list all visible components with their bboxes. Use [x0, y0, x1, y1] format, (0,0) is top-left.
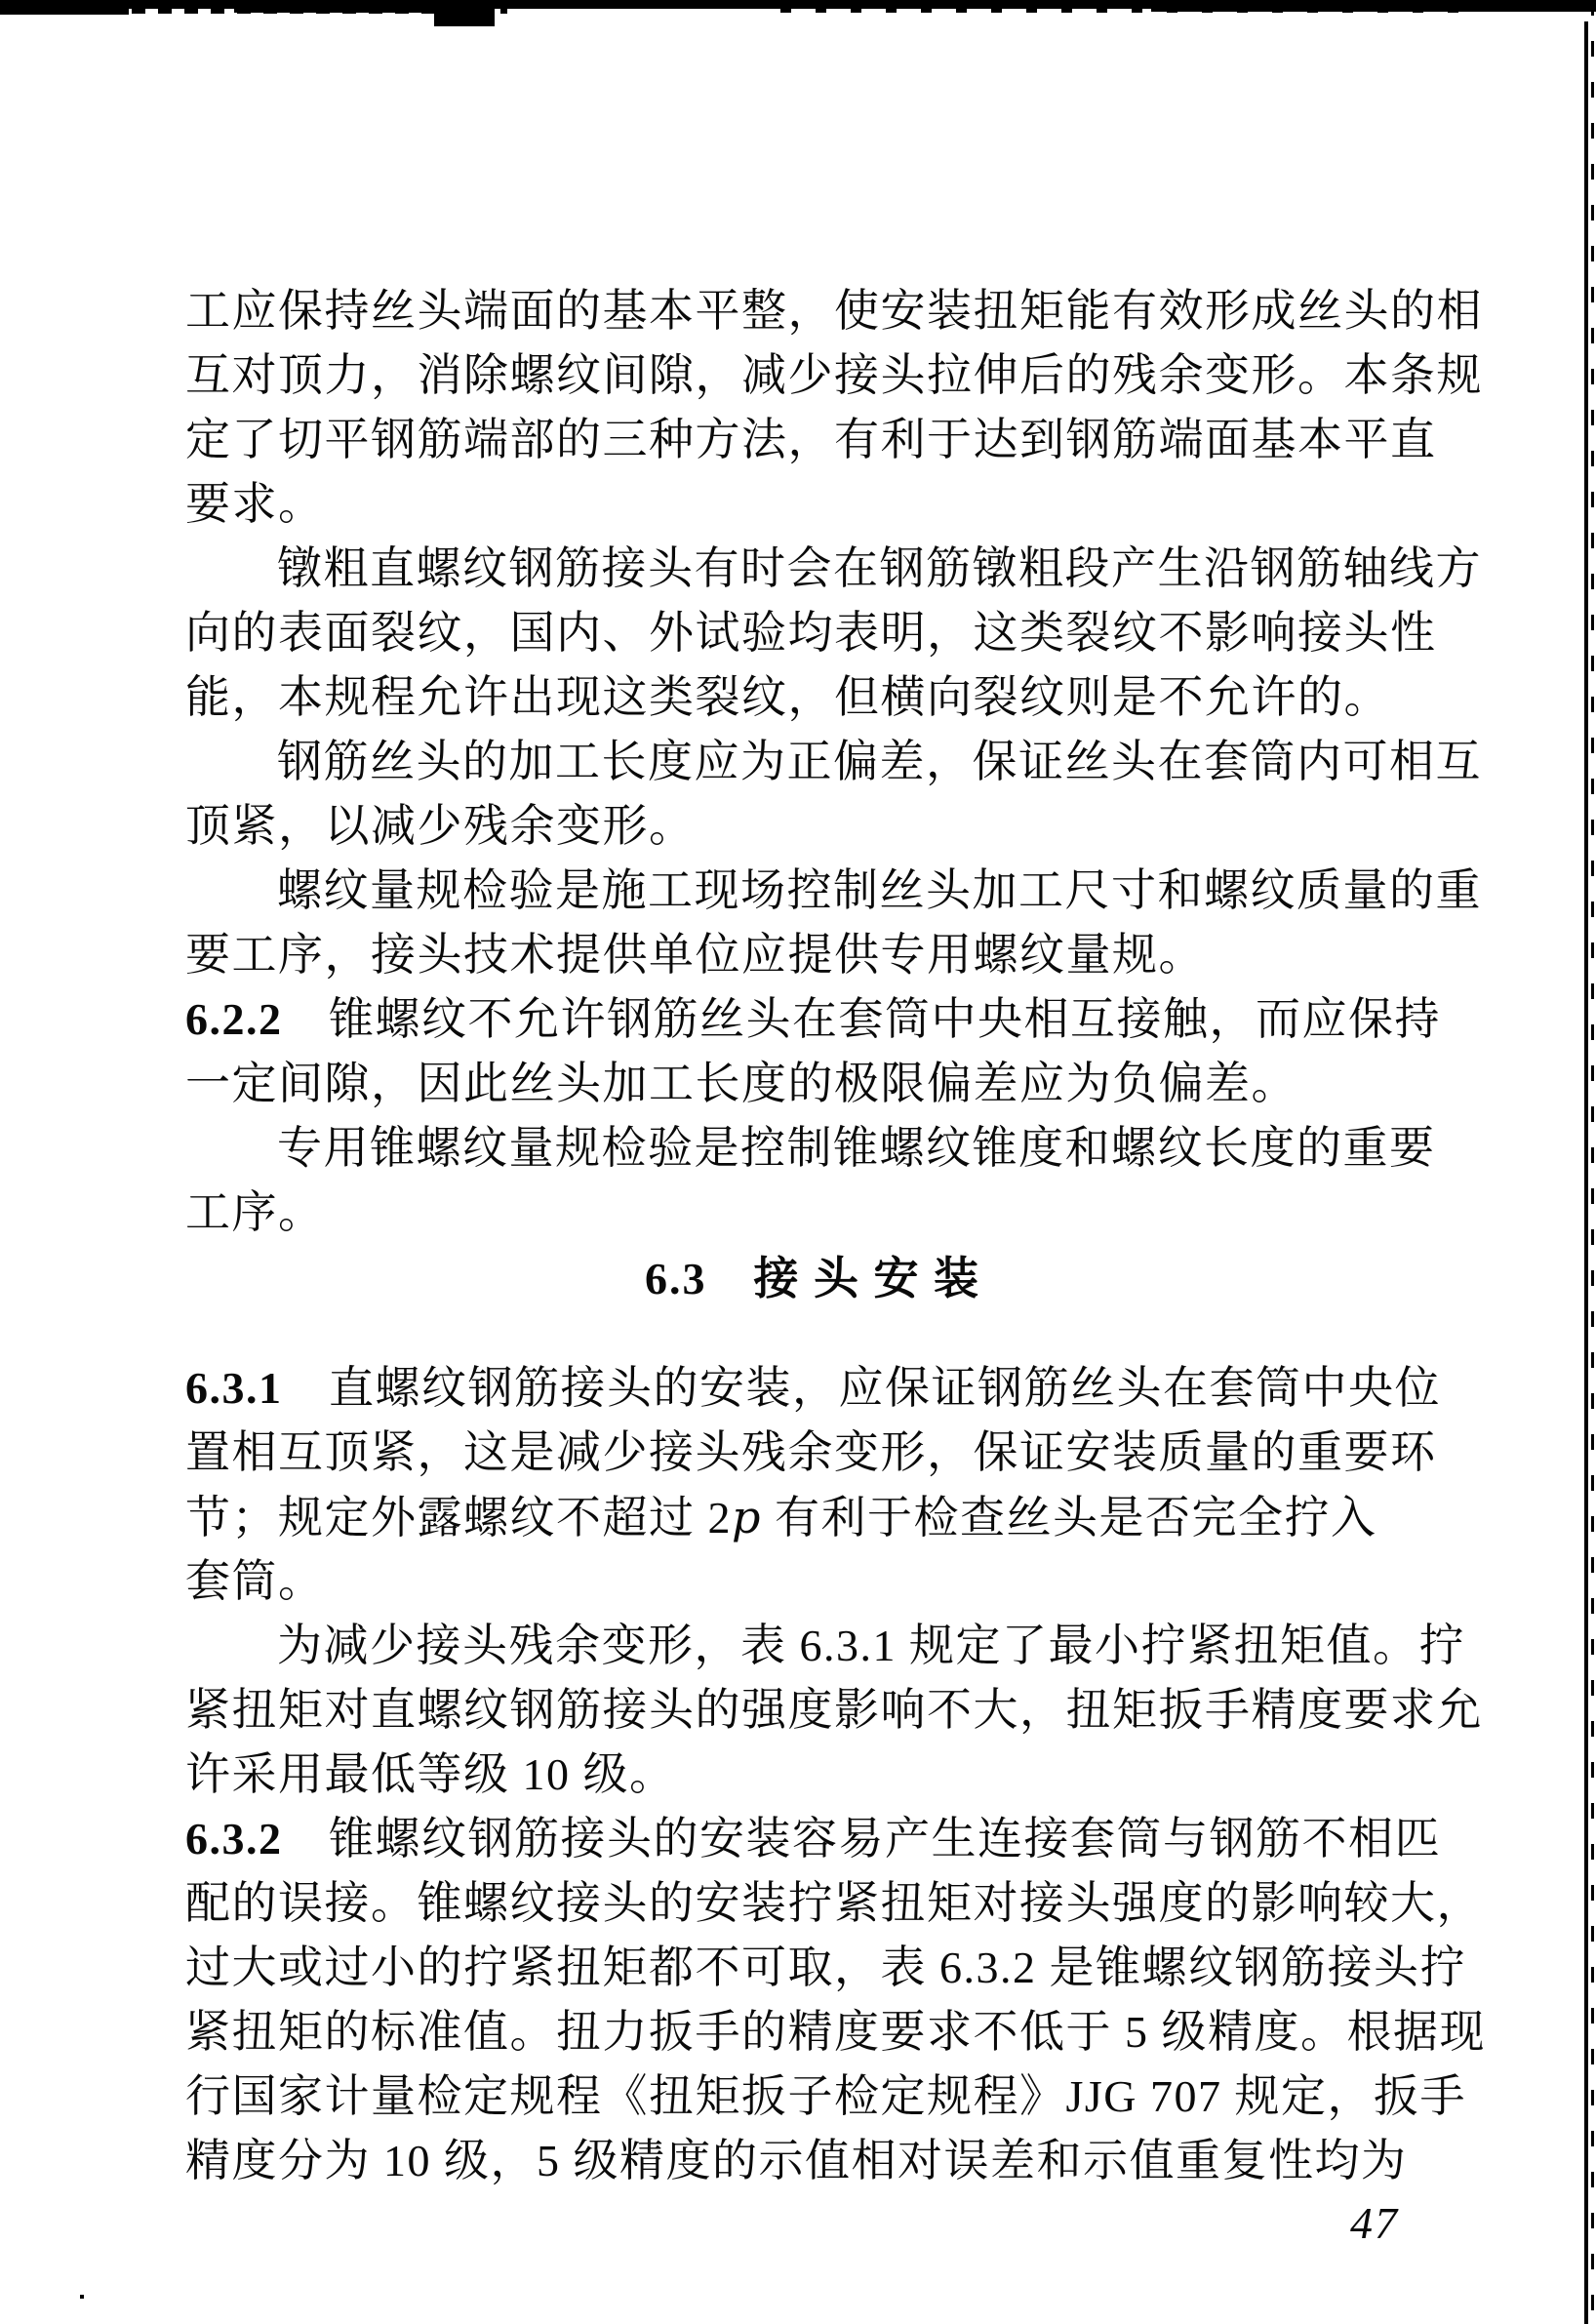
- text-line: [185, 1181, 1440, 1245]
- text-line: [185, 279, 1483, 343]
- text-segment: 顶紧，以减少残余变形。: [185, 801, 696, 851]
- text-segment: 钢筋丝头的加工长度应为正偏差，保证丝头在套筒内可相互: [277, 737, 1482, 786]
- text-segment: 工序。: [185, 1187, 325, 1237]
- text-segment: 螺纹量规检验是施工现场控制丝头加工尺寸和螺纹质量的重: [277, 865, 1482, 915]
- text-line: [185, 1936, 1466, 2000]
- text-line: [185, 601, 1440, 665]
- text-line: [185, 730, 1482, 794]
- text-line: [185, 472, 1440, 537]
- text-line: [185, 408, 1440, 472]
- body-text: [185, 279, 1486, 2193]
- text-segment: 要工序，接头技术提供单位应提供专用螺纹量规。: [185, 930, 1205, 980]
- text-segment: 精度分为 10 级，5 级精度的示值相对误差和示值重复性均为: [185, 2136, 1408, 2185]
- text-segment: 过大或过小的拧紧扭矩都不可取，表 6.3.2 是锥螺纹钢筋接头拧: [185, 1943, 1466, 1992]
- text-line: [185, 1614, 1465, 1678]
- text-line: [185, 343, 1483, 408]
- text-segment: 能，本规程允许出现这类裂纹，但横向裂纹则是不允许的。: [185, 672, 1390, 722]
- text-line: [185, 1052, 1440, 1116]
- text-segment: 直螺纹钢筋接头的安装，应保证钢筋丝头在套筒中央位: [282, 1363, 1441, 1413]
- scan-artifact-right-speckle: [1591, 0, 1594, 2324]
- text-line: [185, 2000, 1486, 2064]
- text-line: [185, 1485, 1440, 1549]
- text-line: [185, 1356, 1440, 1421]
- text-line: [185, 1678, 1483, 1743]
- bold-text-segment: 6.3.1: [185, 1363, 283, 1413]
- section-heading: [185, 1247, 1440, 1311]
- text-segment: 置相互顶紧，这是减少接头残余变形，保证安装质量的重要环: [185, 1427, 1437, 1477]
- text-segment: 许采用最低等级 10 级。: [185, 1749, 676, 1799]
- scan-artifact-dot: [80, 2295, 84, 2299]
- text-line: [185, 665, 1440, 730]
- page-number: 47: [1350, 2198, 1399, 2248]
- text-line: [185, 1116, 1440, 1181]
- text-segment: 向的表面裂纹，国内、外试验均表明，这类裂纹不影响接头性: [185, 608, 1437, 658]
- text-segment: 为减少接头残余变形，表 6.3.1 规定了最小拧紧扭矩值。拧: [277, 1621, 1465, 1670]
- text-line: [185, 2064, 1467, 2129]
- scan-artifact-right-edge: [1584, 21, 1588, 2324]
- text-line: [185, 794, 1440, 859]
- text-segment: 工应保持丝头端面的基本平整，使安装扭矩能有效形成丝头的相: [185, 286, 1483, 336]
- bold-text-segment: 6.2.2: [185, 994, 283, 1044]
- italic-text-segment: p: [732, 1491, 762, 1543]
- bold-text-segment: 6.3.2: [185, 1814, 283, 1863]
- text-segment: 锥螺纹不允许钢筋丝头在套筒中央相互接触，而应保持: [282, 994, 1441, 1044]
- text-segment: 套筒。: [185, 1556, 325, 1606]
- text-line: [185, 1549, 1440, 1614]
- text-segment: 镦粗直螺纹钢筋接头有时会在钢筋镦粗段产生沿钢筋轴线方: [277, 543, 1482, 593]
- text-segment: 定了切平钢筋端部的三种方法，有利于达到钢筋端面基本平直: [185, 415, 1437, 464]
- text-segment: 一定间隙，因此丝头加工长度的极限偏差应为负偏差。: [185, 1059, 1297, 1108]
- text-segment: 紧扭矩对直螺纹钢筋接头的强度影响不大，扭矩扳手精度要求允: [185, 1685, 1483, 1735]
- text-line: [185, 2129, 1440, 2193]
- text-segment: 紧扭矩的标准值。扭力扳手的精度要求不低于 5 级精度。根据现: [185, 2007, 1486, 2057]
- text-line: [185, 1871, 1483, 1936]
- text-line: [185, 987, 1440, 1052]
- text-segment: 行国家计量检定规程《扭矩扳子检定规程》JJG 707 规定，扳手: [185, 2071, 1467, 2121]
- text-line: [185, 1421, 1440, 1485]
- text-line: [185, 1807, 1440, 1871]
- text-segment: 配的误接。锥螺纹接头的安装拧紧扭矩对接头强度的影响较大，: [185, 1878, 1483, 1928]
- text-segment: 节；规定外露螺纹不超过 2: [185, 1493, 732, 1543]
- text-segment: 锥螺纹钢筋接头的安装容易产生连接套筒与钢筋不相匹: [282, 1814, 1441, 1863]
- text-line: [185, 537, 1482, 601]
- text-line: [185, 859, 1482, 923]
- text-line: [185, 923, 1440, 987]
- text-segment: 互对顶力，消除螺纹间隙，减少接头拉伸后的残余变形。本条规: [185, 350, 1483, 400]
- text-segment: 要求。: [185, 479, 325, 529]
- text-line: [185, 1743, 1440, 1807]
- text-segment: 有利于检查丝头是否完全拧入: [761, 1493, 1377, 1543]
- text-segment: 专用锥螺纹量规检验是控制锥螺纹锥度和螺纹长度的重要: [277, 1123, 1436, 1173]
- scan-artifact-top-edge: [0, 0, 1596, 33]
- bold-text-segment: 6.3 接 头 安 装: [645, 1254, 980, 1303]
